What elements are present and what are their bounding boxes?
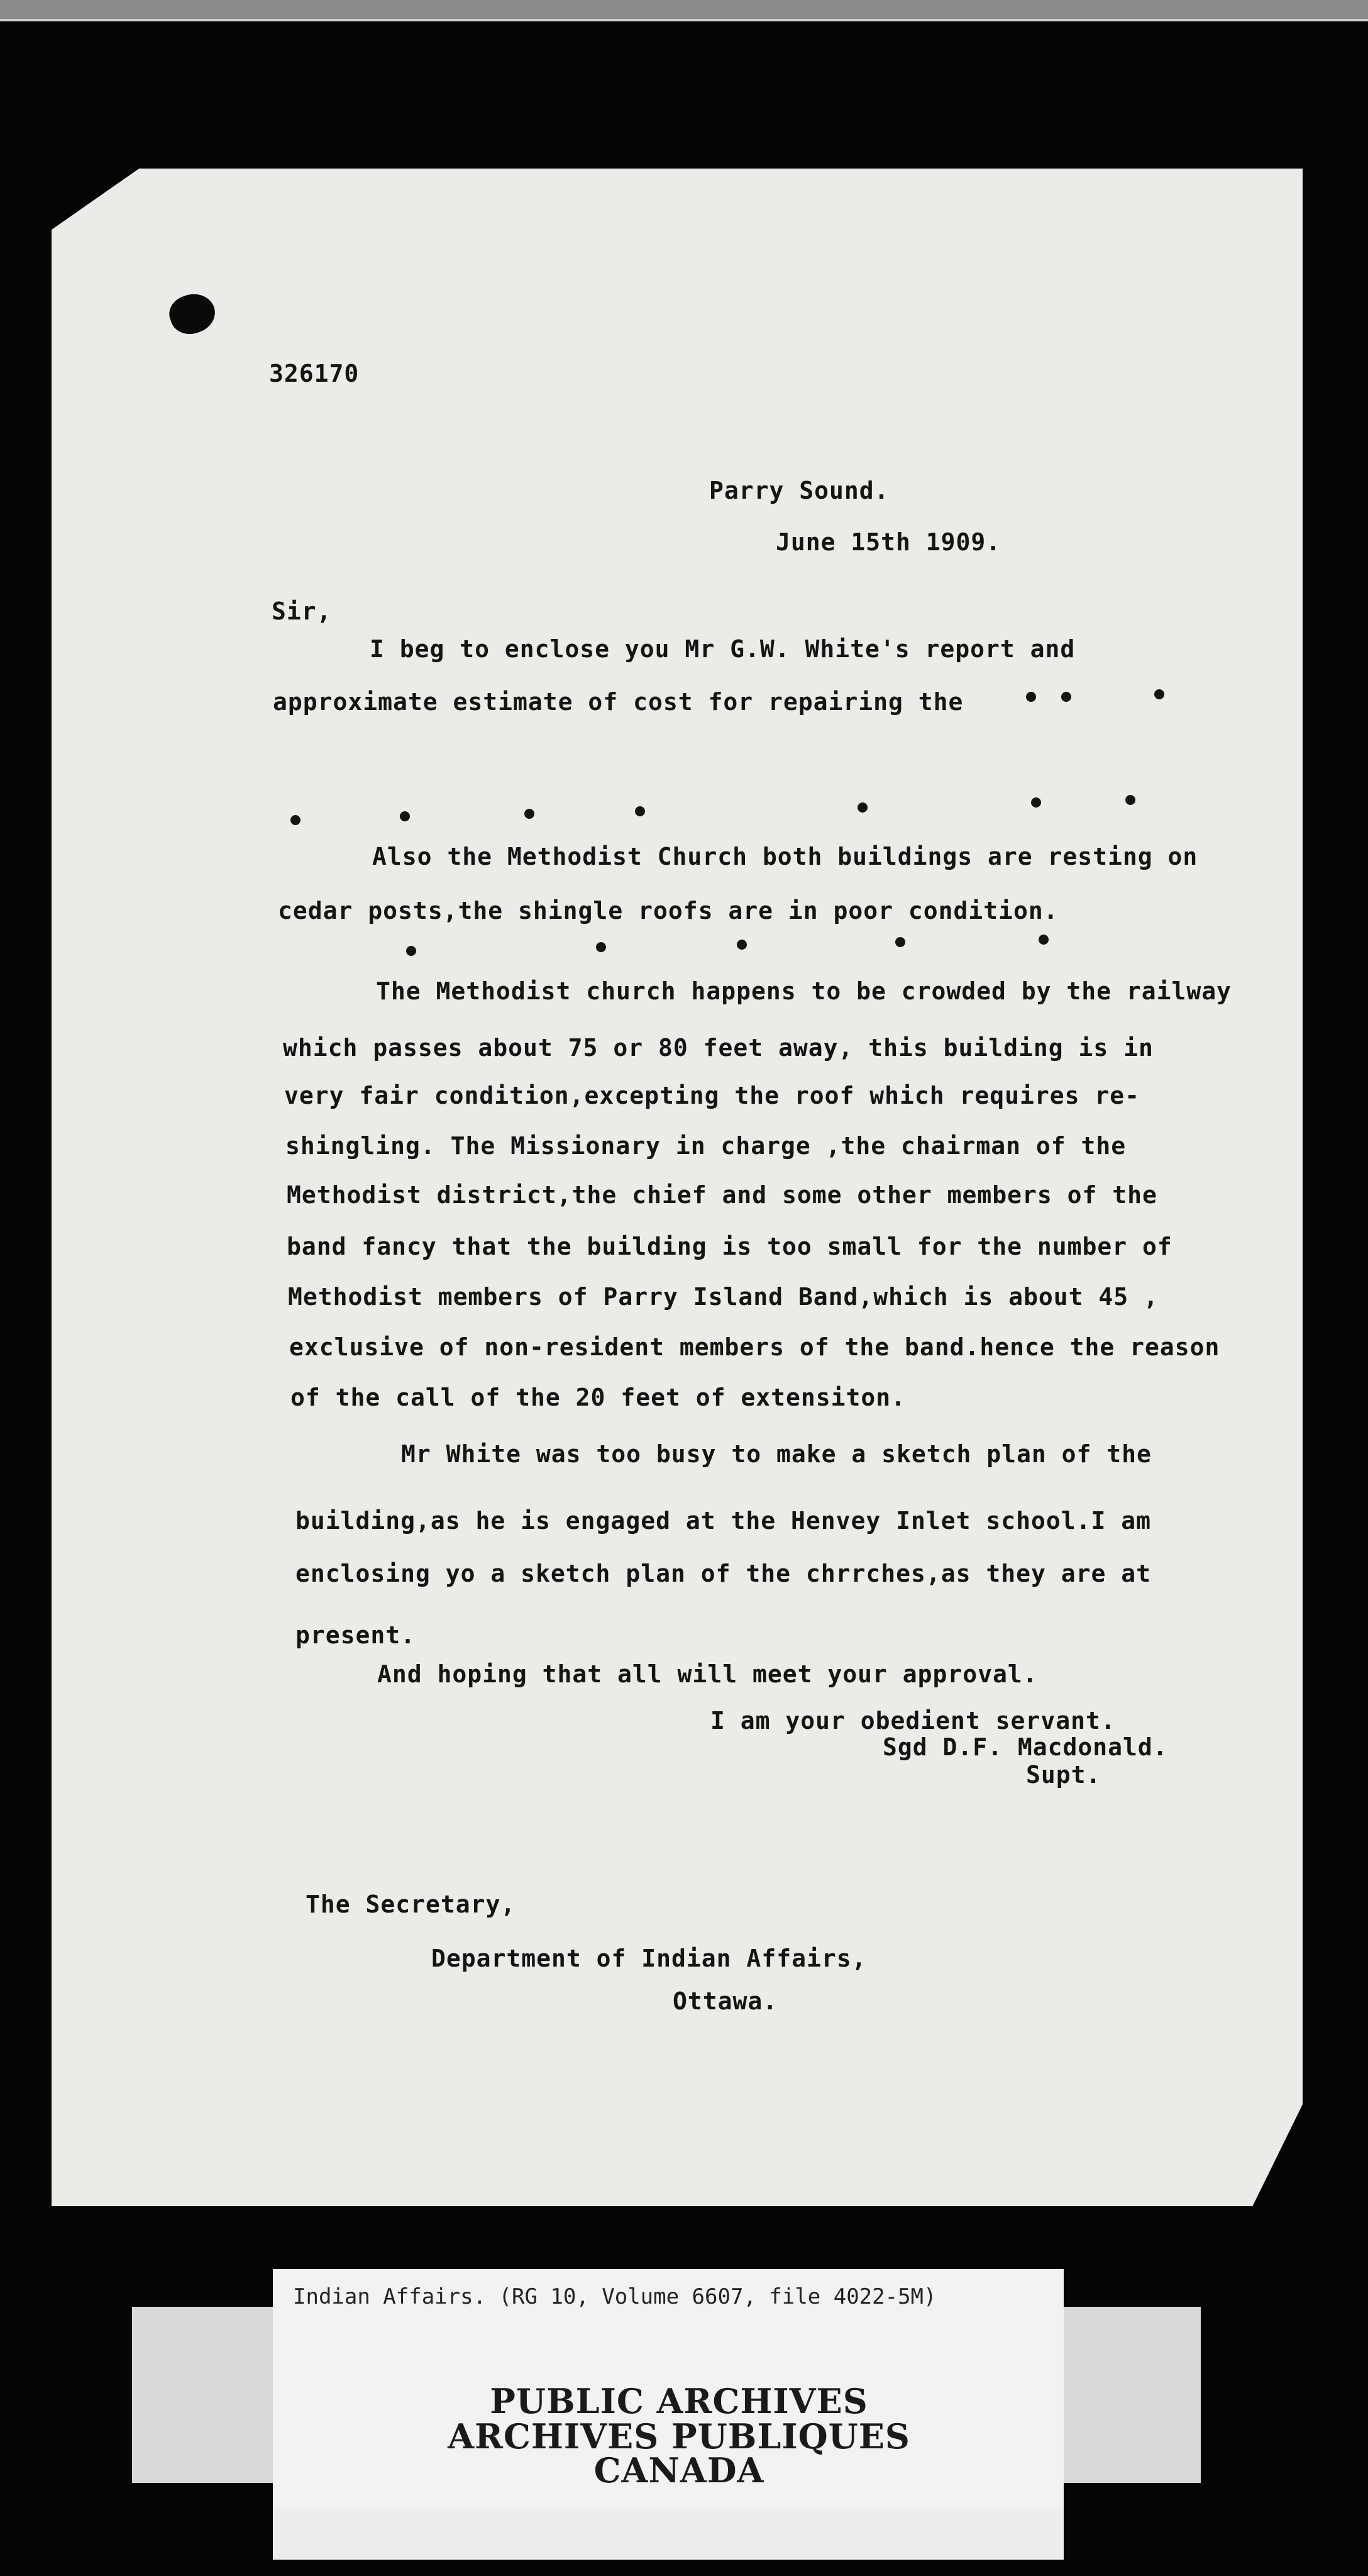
body-line: enclosing yo a sketch plan of the chrrches,as they are at xyxy=(295,1560,1152,1587)
body-line: building,as he is engaged at the Henvey Inlet school.I am xyxy=(295,1507,1152,1535)
signatory-title: Supt. xyxy=(1026,1761,1101,1789)
addressee-line: Department of Indian Affairs, xyxy=(431,1945,867,1972)
body-line: of the call of the 20 feet of extensiton. xyxy=(290,1384,906,1411)
body-line: Also the Methodist Church both buildings are resting on xyxy=(372,843,1198,870)
archive-label-bottom xyxy=(273,2509,1064,2560)
body-line: And hoping that all will meet your approval. xyxy=(377,1660,1038,1688)
body-line: band fancy that the building is too small for the number of xyxy=(287,1233,1172,1260)
body-line: Mr White was too busy to make a sketch plan of the xyxy=(401,1440,1152,1468)
archive-reference: Indian Affairs. (RG 10, Volume 6607, file 4022-5M) xyxy=(293,2284,937,2309)
date-line: June 15th 1909. xyxy=(776,528,1001,556)
signature: Sgd D.F. Macdonald. xyxy=(883,1733,1168,1761)
closing: I am your obedient servant. xyxy=(710,1707,1116,1735)
body-line: cedar posts,the shingle roofs are in poor condition. xyxy=(278,897,1059,924)
body-line: The Methodist church happens to be crowded by the railway xyxy=(376,977,1232,1005)
addressee-line: The Secretary, xyxy=(306,1890,516,1918)
body-line: which passes about 75 or 80 feet away, this building is in xyxy=(283,1034,1154,1062)
archive-stamp-line: PUBLIC ARCHIVES xyxy=(490,2381,868,2421)
file-number: 326170 xyxy=(269,360,360,387)
body-line: I beg to enclose you Mr G.W. White's report and xyxy=(370,635,1076,663)
addressee-line: Ottawa. xyxy=(673,1987,778,2015)
body-line: present. xyxy=(295,1621,416,1649)
archive-stamp-line: CANADA xyxy=(593,2450,764,2490)
place-line: Parry Sound. xyxy=(709,477,890,504)
body-line: approximate estimate of cost for repairing the xyxy=(273,688,964,716)
film-top-strip xyxy=(0,0,1368,21)
body-line: Methodist district,the chief and some other members of the xyxy=(287,1181,1157,1209)
body-line: shingling. The Missionary in charge ,the chairman of the xyxy=(285,1132,1127,1160)
body-line: very fair condition,excepting the roof which requires re- xyxy=(284,1082,1140,1109)
salutation: Sir, xyxy=(272,597,332,625)
body-line: Methodist members of Parry Island Band,which is about 45 , xyxy=(288,1283,1159,1311)
body-line: exclusive of non-resident members of the band.hence the reason xyxy=(289,1333,1220,1361)
archive-stamp-line: ARCHIVES PUBLIQUES xyxy=(448,2416,910,2457)
